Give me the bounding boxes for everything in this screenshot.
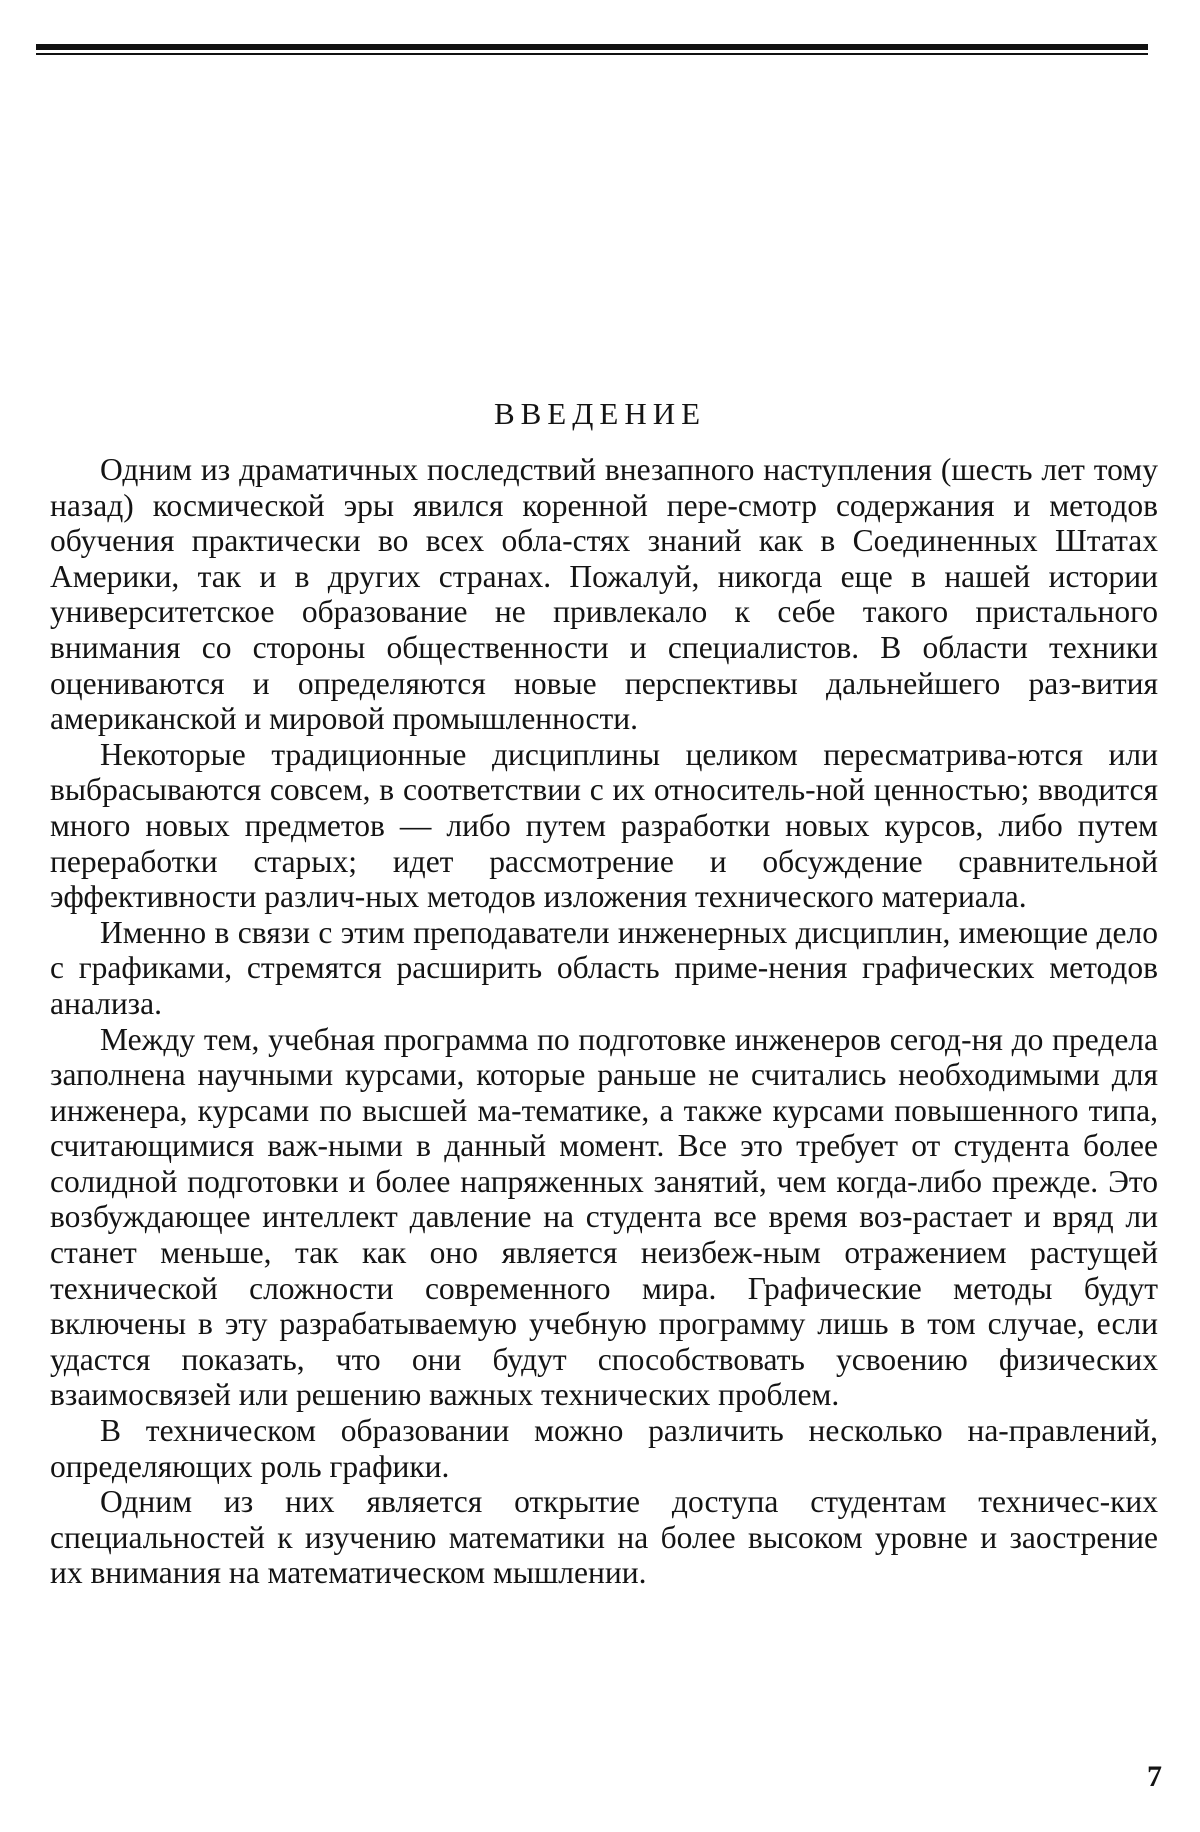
paragraph-5: В техническом образовании можно различить несколько на-правлений, определяющих роль графики.: [50, 1413, 1158, 1484]
top-rule-thin: [36, 53, 1148, 55]
top-rule-thick: [36, 44, 1148, 50]
body-text: [50, 452, 1158, 1591]
chapter-heading: ВВЕДЕНИЕ: [493, 396, 707, 431]
paragraph-1: Одним из драматичных последствий внезапного наступления (шесть лет тому назад) космической эры явился коренной пере-смотр содержания и методов обучения практически во всех обла-стях знаний как в Соединенных Штатах Америки, так и в других странах. Пожалуй, никогда еще в нашей истории университетское образование не привлекало к себе такого пристального внимания со стороны общественности и специалистов. В области техники оцениваются и определяются новые перспективы дальнейшего раз-вития американской и мировой промышленности.: [50, 452, 1158, 737]
paragraph-3: Именно в связи с этим преподаватели инженерных дисциплин, имеющие дело с графиками, стремятся расширить область приме-нения графических методов анализа.: [50, 914, 1158, 1021]
paragraph-4: Между тем, учебная программа по подготовке инженеров сегод-ня до предела заполнена научными курсами, которые раньше не считались необходимыми для инженера, курсами по высшей ма-тематике, а также курсами повышенного типа, считающимися важ-ными в данный момент. Все это требует от студента более солидной подготовки и более напряженных занятий, чем когда-либо прежде. Это возбуждающее интеллект давление на студента все время воз-растает и вряд ли станет меньше, так как оно является неизбеж-ным отражением растущей технической сложности современного мира. Графические методы будут включены в эту разрабатываемую учебную программу лишь в том случае, если удастся показать, что они будут способствовать усвоению физических взаимосвязей или решению важных технических проблем.: [50, 1021, 1158, 1413]
paragraph-2: Некоторые традиционные дисциплины целиком пересматрива-ются или выбрасываются совсем, в соответствии с их относитель-ной ценностью; вводится много новых предметов — либо путем разработки новых курсов, либо путем переработки старых; идет рассмотрение и обсуждение сравнительной эффективности различ-ных методов изложения технического материала.: [50, 736, 1158, 915]
paragraph-6: Одним из них является открытие доступа студентам техничес-ких специальностей к изучению математики на более высоком уровне и заострение их внимания на математическом мышлении.: [50, 1484, 1158, 1591]
page-number: 7: [1147, 1760, 1162, 1793]
